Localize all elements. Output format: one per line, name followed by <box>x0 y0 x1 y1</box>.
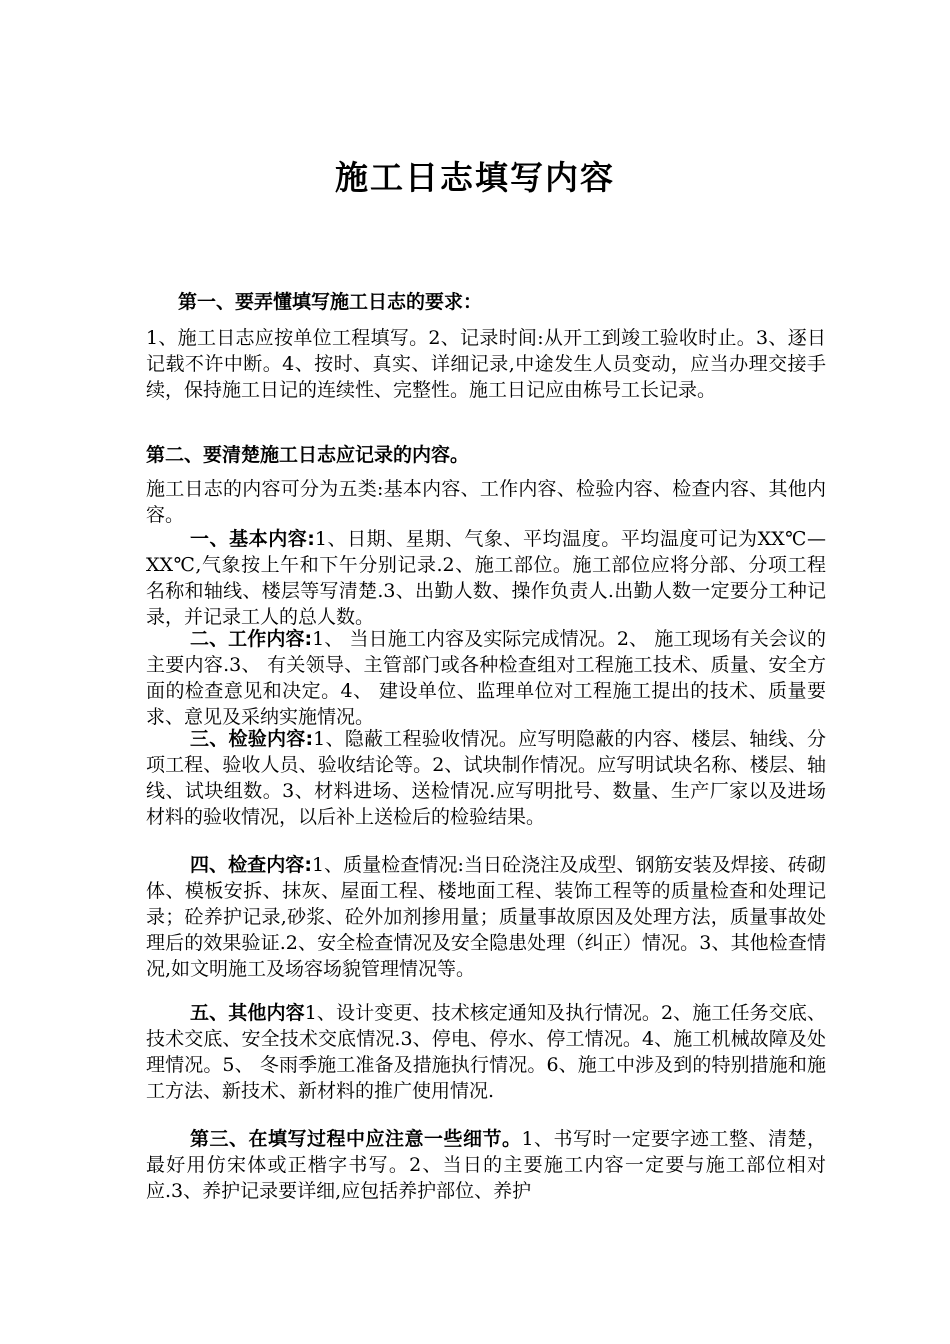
other-content-label: 五、其他内容 <box>190 1002 305 1024</box>
work-content-paragraph <box>146 626 826 730</box>
basic-content-paragraph <box>146 526 826 630</box>
document-title: 施工日志填写内容 <box>335 158 615 197</box>
basic-content-text: 1、日期、星期、气象、平均温度。平均温度可记为XX℃—XX℃,气象按上午和下午分别记录.2、施工部位。施工部位应将分部、分项工程名称和轴线、楼层等写清楚.3、出勤人数、操作负责人.出勤人数一定要分工种记录，并记录工人的总人数。 <box>146 528 826 628</box>
other-content-paragraph <box>146 1000 826 1104</box>
other-content-text: 1、设计变更、技术核定通知及执行情况。2、施工任务交底、技术交底、安全技术交底情况.3、停电、停水、停工情况。4、施工机械故障及处理情况。5、 冬雨季施工准备及措施执行情况。6、施工中涉及到的特别措施和施工方法、新技术、新材料的推广使用情况. <box>146 1002 826 1102</box>
work-content-label: 二、工作内容: <box>190 628 313 650</box>
section3-heading: 第三、在填写过程中应注意一些细节。 <box>190 1128 522 1150</box>
inspection-content-text: 1、隐蔽工程验收情况。应写明隐蔽的内容、楼层、轴线、分项工程、验收人员、验收结论等。2、试块制作情况。应写明试块名称、楼层、轴线、试块组数。3、材料进场、送检情况.应写明批号、数量、生产厂家以及进场材料的验收情况，以后补上送检后的检验结果。 <box>146 728 826 828</box>
section3-paragraph <box>146 1126 826 1204</box>
work-content-text: 1、 当日施工内容及实际完成情况。2、 施工现场有关会议的主要内容.3、 有关领导、主管部门或各种检查组对工程施工技术、质量、安全方面的检查意见和决定。4、 建设单位、监理单位对工程施工提出的技术、质量要求、意见及采纳实施情况。 <box>146 628 826 728</box>
section1-paragraph: 1、施工日志应按单位工程填写。2、记录时间:从开工到竣工验收时止。3、逐日记载不许中断。4、按时、真实、详细记录,中途发生人员变动，应当办理交接手续，保持施工日记的连续性、完整性。施工日记应由栋号工长记录。 <box>146 327 826 401</box>
check-content-label: 四、检查内容: <box>190 854 312 876</box>
section2-heading: 第二、要清楚施工日志应记录的内容。 <box>146 444 470 466</box>
check-content-paragraph <box>146 852 826 982</box>
check-content-text: 1、质量检查情况:当日砼浇注及成型、钢筋安装及焊接、砖砌体、模板安拆、抹灰、屋面工程、楼地面工程、装饰工程等的质量检查和处理记录；砼养护记录,砂浆、砼外加剂掺用量；质量事故原因及处理方法，质量事故处理后的效果验证.2、安全检查情况及安全隐患处理（纠正）情况。3、其他检查情况,如文明施工及场容场貌管理情况等。 <box>146 854 826 980</box>
section2-intro: 施工日志的内容可分为五类:基本内容、工作内容、检验内容、检查内容、其他内容。 <box>146 478 826 526</box>
inspection-content-paragraph <box>146 726 826 830</box>
section1-heading: 第一、要弄懂填写施工日志的要求： <box>178 291 483 313</box>
basic-content-label: 一、基本内容: <box>190 528 315 550</box>
inspection-content-label: 三、检验内容: <box>190 728 314 750</box>
section3-text: 1、书写时一定要字迹工整、清楚，最好用仿宋体或正楷字书写。2、当日的主要施工内容一定要与施工部位相对应.3、养护记录要详细,应包括养护部位、养护 <box>146 1128 826 1202</box>
